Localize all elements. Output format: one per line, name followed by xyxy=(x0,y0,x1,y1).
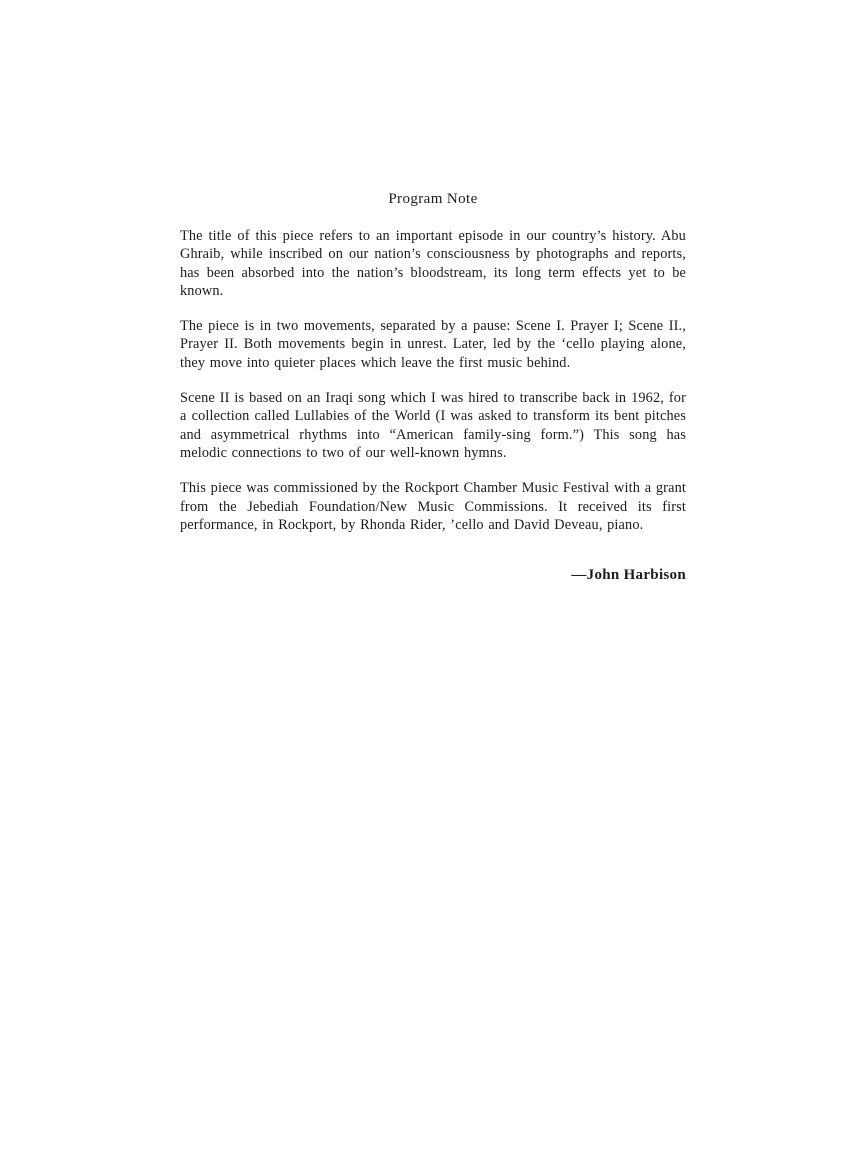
paragraph-title-of-piece: The title of this piece refers to an important episode in our country’s history. Abu Ghraib, while inscribed on our nation’s consciousness by photographs and reports, has been absorbed into the nation’s bloodstream, its long term effects yet to be known. xyxy=(180,228,686,299)
author-signature: —John Harbison xyxy=(571,567,686,584)
paragraph-two-movements: The piece is in two movements, separated by a pause: Scene I. Prayer I; Scene II., Prayer II. Both movements begin in unrest. Later, led by the ‘cello playing alone, they move into quieter places which leave the first music behind. xyxy=(180,318,686,371)
paragraph-commission: This piece was commissioned by the Rockport Chamber Music Festival with a grant from the Jebediah Foundation/New Music Commissions. It received its first performance, in Rockport, by Rhonda Rider, ’cello and David Deveau, piano. xyxy=(180,480,686,533)
program-note-content xyxy=(180,190,686,584)
paragraph-iraqi-song: Scene II is based on an Iraqi song which I was hired to transcribe back in 1962, for a collection called Lullabies of the World (I was asked to transform its bent pitches and asymmetrical rhythms into “American family-sing form.”) This song has melodic connections to two of our well-known hymns. xyxy=(180,390,686,461)
page-title: Program Note xyxy=(388,191,478,207)
